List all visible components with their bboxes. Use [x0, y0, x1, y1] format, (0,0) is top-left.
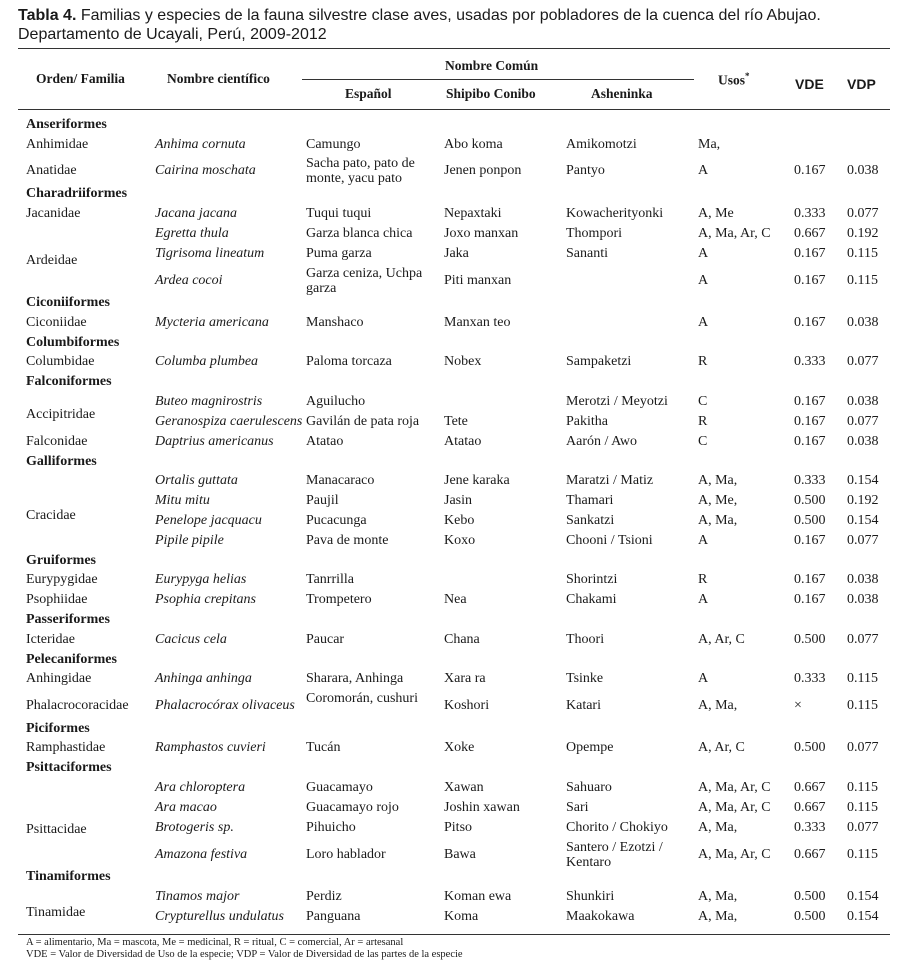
uses-cell: A, Ma, Ar, C	[698, 225, 771, 241]
asheninka-name-cell: Thamari	[566, 493, 614, 509]
uses-cell: A, Ma,	[698, 473, 738, 489]
vde-cell: 0.167	[794, 272, 826, 288]
header-espanol: Español	[345, 86, 392, 101]
table-row	[0, 909, 919, 929]
vdp-cell: 0.192	[847, 493, 879, 509]
scientific-name-cell: Amazona festiva	[155, 846, 248, 862]
family-ardeidae: Ardeidae	[26, 253, 78, 268]
order-name: Pelecaniformes	[26, 651, 117, 667]
shipibo-name-cell: Jaka	[444, 245, 469, 261]
table-row	[0, 226, 919, 246]
header-nombre-cientifico: Nombre científico	[167, 71, 270, 86]
asheninka-name-cell: Maakokawa	[566, 908, 635, 924]
asheninka-name-cell: Sananti	[566, 245, 608, 261]
table-row	[0, 592, 919, 612]
asheninka-name-cell: Merotzi / Meyotzi	[566, 393, 668, 409]
shipibo-name-cell: Chana	[444, 631, 480, 647]
uses-cell: A, Ma,	[698, 908, 738, 924]
order-row	[0, 553, 919, 573]
header-usos-label: Usos	[718, 72, 746, 88]
vdp-cell: 0.077	[847, 413, 879, 429]
table-row	[0, 414, 919, 434]
scientific-name-cell: Tigrisoma lineatum	[155, 245, 265, 261]
order-row	[0, 869, 919, 889]
scientific-name-cell: Mitu mitu	[155, 493, 210, 509]
uses-cell: Ma,	[698, 136, 721, 152]
asheninka-name-cell: Sari	[566, 799, 589, 815]
asheninka-name-cell: Sankatzi	[566, 512, 615, 528]
spanish-name-cell: Camungo	[306, 136, 361, 152]
vde-cell: 0.167	[794, 245, 826, 261]
uses-cell: A	[698, 163, 709, 179]
spanish-name-cell: Paucar	[306, 631, 345, 647]
order-name: Psittaciformes	[26, 760, 112, 776]
scientific-name-cell: Tinamos major	[155, 889, 240, 905]
shipibo-name-cell: Koma	[444, 908, 479, 924]
vde-cell: 0.333	[794, 473, 826, 489]
spanish-name-cell: Garza blanca chica	[306, 225, 413, 241]
vdp-cell: 0.115	[847, 698, 878, 714]
table-row	[0, 137, 919, 157]
scientific-name-cell: Egretta thula	[155, 225, 229, 241]
spanish-name-cell: Puma garza	[306, 245, 372, 261]
family-cell: Phalacrocoracidae	[26, 698, 129, 714]
asheninka-name-cell: Thompori	[566, 225, 622, 241]
shipibo-name-cell: Koxo	[444, 532, 476, 548]
scientific-name-cell: Ardea cocoi	[155, 272, 223, 288]
header-shipibo: Shipibo Conibo	[446, 86, 536, 101]
family-cell: Anhimidae	[26, 136, 89, 152]
vdp-cell: 0.115	[847, 799, 878, 815]
scientific-name-cell: Anhima cornuta	[155, 136, 246, 152]
family-cell: Icteridae	[26, 631, 75, 647]
vde-cell: 0.167	[794, 163, 826, 179]
shipibo-name-cell: Xara ra	[444, 671, 486, 687]
vde-cell: 0.500	[794, 889, 826, 905]
spanish-name-cell: Coromorán, cushuri	[306, 691, 418, 707]
scientific-name-cell: Mycteria americana	[155, 314, 269, 330]
vdp-cell: 0.115	[847, 779, 878, 795]
vde-cell: 0.167	[794, 413, 826, 429]
order-row	[0, 721, 919, 741]
uses-cell: A	[698, 592, 709, 608]
vde-cell: 0.167	[794, 572, 826, 588]
uses-cell: A	[698, 532, 709, 548]
order-name: Falconiformes	[26, 374, 112, 390]
shipibo-name-cell: Nea	[444, 592, 467, 608]
family-cell: Ciconiidae	[26, 314, 87, 330]
shipibo-name-cell: Nobex	[444, 354, 482, 370]
vde-cell: 0.500	[794, 512, 826, 528]
family-cell: Ramphastidae	[26, 740, 106, 756]
table-row	[0, 691, 919, 721]
vdp-cell: 0.077	[847, 205, 879, 221]
vdp-cell: 0.154	[847, 889, 879, 905]
family-cell: Eurypygidae	[26, 572, 98, 588]
scientific-name-cell: Ara macao	[155, 799, 217, 815]
asheninka-name-cell: Shorintzi	[566, 572, 618, 588]
spanish-name-cell: Loro hablador	[306, 846, 386, 862]
vdp-cell: 0.077	[847, 631, 879, 647]
family-tinamidae: Tinamidae	[26, 905, 86, 920]
asheninka-name-cell: Santero / Ezotzi / Kentaro	[566, 839, 663, 870]
family-cell: Psophiidae	[26, 592, 88, 608]
uses-cell: A, Ar, C	[698, 631, 745, 647]
spanish-name-cell: Pava de monte	[306, 532, 389, 548]
order-row	[0, 335, 919, 355]
header-vde: VDE	[795, 76, 824, 92]
shipibo-name-cell: Jene karaka	[444, 473, 510, 489]
table-row	[0, 632, 919, 652]
table-row	[0, 840, 919, 870]
table-caption	[18, 6, 903, 44]
spanish-name-cell: Aguilucho	[306, 393, 366, 409]
vde-cell: 0.167	[794, 314, 826, 330]
asheninka-name-cell: Pakitha	[566, 413, 608, 429]
asheninka-name-cell: Tsinke	[566, 671, 604, 687]
uses-cell: A	[698, 314, 709, 330]
shipibo-name-cell: Joxo manxan	[444, 225, 519, 241]
scientific-name-cell: Eurypyga helias	[155, 572, 247, 588]
uses-cell: R	[698, 572, 708, 588]
vde-cell: 0.667	[794, 225, 826, 241]
scientific-name-cell: Cairina moschata	[155, 163, 256, 179]
uses-cell: A, Ma,	[698, 819, 738, 835]
spanish-name-cell: Tuqui tuqui	[306, 205, 372, 221]
spanish-name-cell: Tucán	[306, 740, 341, 756]
uses-cell: A, Me,	[698, 493, 738, 509]
vde-cell: 0.500	[794, 908, 826, 924]
table-row	[0, 513, 919, 533]
vde-cell: ×	[794, 698, 802, 714]
order-row	[0, 454, 919, 474]
shipibo-name-cell: Pitso	[444, 819, 473, 835]
spanish-name-cell: Paloma torcaza	[306, 354, 392, 370]
asheninka-name-cell: Maratzi / Matiz	[566, 473, 654, 489]
asheninka-name-cell: Chakami	[566, 592, 617, 608]
uses-cell: C	[698, 433, 708, 449]
shipibo-name-cell: Jasin	[444, 493, 472, 509]
uses-cell: C	[698, 393, 708, 409]
vdp-cell: 0.115	[847, 272, 878, 288]
table-row	[0, 156, 919, 186]
table-row	[0, 206, 919, 226]
vdp-cell: 0.154	[847, 473, 879, 489]
asheninka-name-cell: Sahuaro	[566, 779, 612, 795]
scientific-name-cell: Crypturellus undulatus	[155, 908, 284, 924]
vde-cell: 0.333	[794, 205, 826, 221]
shipibo-name-cell: Jenen ponpon	[444, 163, 522, 179]
top-rule	[18, 48, 890, 49]
header-vdp: VDP	[847, 76, 876, 92]
spanish-name-cell: Atatao	[306, 433, 344, 449]
header-bottom-rule	[18, 109, 890, 110]
bottom-rule	[18, 934, 890, 935]
vdp-cell: 0.077	[847, 740, 879, 756]
table-row	[0, 473, 919, 493]
table-row	[0, 493, 919, 513]
table-row	[0, 671, 919, 691]
asheninka-name-cell: Thoori	[566, 631, 605, 647]
vde-cell: 0.167	[794, 592, 826, 608]
asheninka-name-cell: Sampaketzi	[566, 354, 632, 370]
family-cell: Jacanidae	[26, 205, 81, 221]
table-row	[0, 315, 919, 335]
asheninka-name-cell: Opempe	[566, 740, 614, 756]
vdp-cell: 0.077	[847, 819, 879, 835]
family-cell: Columbidae	[26, 354, 95, 370]
asheninka-name-cell: Chorito / Chokiyo	[566, 819, 668, 835]
vdp-cell: 0.115	[847, 245, 878, 261]
footnote-1: A = alimentario, Ma = mascota, Me = medicinal, R = ritual, C = comercial, Ar = artesanal	[26, 937, 404, 948]
family-cell: Falconidae	[26, 433, 88, 449]
uses-cell: A, Ma, Ar, C	[698, 799, 771, 815]
vde-cell: 0.500	[794, 740, 826, 756]
uses-cell: A, Ar, C	[698, 740, 745, 756]
family-cell: Anhingidae	[26, 671, 92, 687]
vdp-cell: 0.154	[847, 908, 879, 924]
order-name: Columbiformes	[26, 334, 120, 350]
vdp-cell: 0.077	[847, 354, 879, 370]
spanish-name-cell: Manshaco	[306, 314, 364, 330]
vde-cell: 0.167	[794, 532, 826, 548]
order-name: Charadriiformes	[26, 186, 128, 202]
order-row	[0, 652, 919, 672]
table-body	[0, 117, 919, 929]
spanish-name-cell: Garza ceniza, Uchpa garza	[306, 265, 423, 296]
uses-cell: A, Me	[698, 205, 734, 221]
vdp-cell: 0.115	[847, 846, 878, 862]
vdp-cell: 0.038	[847, 314, 879, 330]
uses-cell: A	[698, 245, 709, 261]
asheninka-name-cell: Amikomotzi	[566, 136, 637, 152]
scientific-name-cell: Anhinga anhinga	[155, 671, 252, 687]
vde-cell: 0.667	[794, 799, 826, 815]
spanish-name-cell: Gavilán de pata roja	[306, 413, 420, 429]
vde-cell: 0.667	[794, 779, 826, 795]
asheninka-name-cell: Aarón / Awo	[566, 433, 638, 449]
vde-cell: 0.167	[794, 393, 826, 409]
uses-cell: A, Ma,	[698, 512, 738, 528]
uses-cell: R	[698, 354, 708, 370]
scientific-name-cell: Columba plumbea	[155, 354, 259, 370]
scientific-name-cell: Psophia crepitans	[155, 592, 256, 608]
header-orden: Orden/ Familia	[36, 71, 125, 86]
order-row	[0, 186, 919, 206]
order-row	[0, 374, 919, 394]
order-name: Gruiformes	[26, 552, 96, 568]
table-row	[0, 246, 919, 266]
header-usos	[718, 71, 750, 89]
footnote-2: VDE = Valor de Diversidad de Uso de la especie; VDP = Valor de Diversidad de las partes de la especie	[26, 949, 463, 960]
order-name: Galliformes	[26, 453, 97, 469]
vdp-cell: 0.038	[847, 592, 879, 608]
order-name: Tinamiformes	[26, 869, 111, 885]
order-row	[0, 295, 919, 315]
family-cracidae: Cracidae	[26, 508, 76, 523]
shipibo-name-cell: Xawan	[444, 779, 484, 795]
asheninka-name-cell: Katari	[566, 698, 601, 714]
vdp-cell: 0.038	[847, 433, 879, 449]
vde-cell: 0.500	[794, 631, 826, 647]
family-psittacidae: Psittacidae	[26, 822, 87, 837]
uses-cell: A, Ma,	[698, 698, 738, 714]
asheninka-name-cell: Pantyo	[566, 163, 605, 179]
table-row	[0, 780, 919, 800]
uses-cell: A	[698, 671, 709, 687]
scientific-name-cell: Penelope jacquacu	[155, 512, 262, 528]
order-row	[0, 117, 919, 137]
spanish-name-cell: Panguana	[306, 908, 361, 924]
table-row	[0, 820, 919, 840]
header-subrule	[302, 79, 694, 80]
shipibo-name-cell: Piti manxan	[444, 272, 512, 288]
header-asheninka: Asheninka	[591, 86, 653, 101]
table-row	[0, 434, 919, 454]
table-row	[0, 266, 919, 296]
shipibo-name-cell: Abo koma	[444, 136, 503, 152]
scientific-name-cell: Phalacrocórax olivaceus	[155, 698, 295, 714]
scientific-name-cell: Daptrius americanus	[155, 433, 274, 449]
shipibo-name-cell: Joshin xawan	[444, 799, 520, 815]
family-accipitridae: Accipitridae	[26, 407, 96, 422]
shipibo-name-cell: Nepaxtaki	[444, 205, 502, 221]
caption-label: Tabla 4.	[18, 7, 77, 24]
scientific-name-cell: Ara chloroptera	[155, 779, 246, 795]
uses-cell: A	[698, 272, 709, 288]
vdp-cell: 0.038	[847, 163, 879, 179]
spanish-name-cell: Guacamayo	[306, 779, 373, 795]
table-row	[0, 533, 919, 553]
spanish-name-cell: Sacha pato, pato de monte, yacu pato	[306, 156, 415, 187]
vdp-cell: 0.038	[847, 393, 879, 409]
shipibo-name-cell: Koman ewa	[444, 889, 512, 905]
order-name: Passeriformes	[26, 612, 110, 628]
vdp-cell: 0.038	[847, 572, 879, 588]
asheninka-name-cell: Chooni / Tsioni	[566, 532, 653, 548]
spanish-name-cell: Pucacunga	[306, 512, 367, 528]
order-name: Ciconiiformes	[26, 295, 110, 311]
vde-cell: 0.500	[794, 493, 826, 509]
order-row	[0, 760, 919, 780]
vde-cell: 0.667	[794, 846, 826, 862]
scientific-name-cell: Buteo magnirostris	[155, 393, 263, 409]
vde-cell: 0.333	[794, 671, 826, 687]
scientific-name-cell: Geranospiza caerulescens	[155, 413, 303, 429]
vdp-cell: 0.077	[847, 532, 879, 548]
shipibo-name-cell: Xoke	[444, 740, 475, 756]
table-row	[0, 889, 919, 909]
asheninka-name-cell: Kowacherityonki	[566, 205, 664, 221]
order-row	[0, 612, 919, 632]
asheninka-name-cell: Shunkiri	[566, 889, 615, 905]
header-usos-mark: *	[745, 71, 750, 81]
scientific-name-cell: Jacana jacana	[155, 205, 238, 221]
spanish-name-cell: Paujil	[306, 493, 339, 509]
shipibo-name-cell: Manxan teo	[444, 314, 511, 330]
shipibo-name-cell: Atatao	[444, 433, 482, 449]
uses-cell: R	[698, 413, 708, 429]
scientific-name-cell: Ortalis guttata	[155, 473, 238, 489]
order-name: Anseriformes	[26, 117, 107, 132]
scientific-name-cell: Ramphastos cuvieri	[155, 740, 266, 756]
vdp-cell: 0.192	[847, 225, 879, 241]
family-cell: Anatidae	[26, 163, 77, 179]
scientific-name-cell: Pipile pipile	[155, 532, 224, 548]
shipibo-name-cell: Koshori	[444, 698, 490, 714]
vde-cell: 0.333	[794, 819, 826, 835]
scientific-name-cell: Cacicus cela	[155, 631, 227, 647]
table-row	[0, 572, 919, 592]
uses-cell: A, Ma, Ar, C	[698, 779, 771, 795]
order-name: Piciformes	[26, 720, 90, 736]
vde-cell: 0.333	[794, 354, 826, 370]
shipibo-name-cell: Kebo	[444, 512, 475, 528]
table-row	[0, 800, 919, 820]
spanish-name-cell: Perdiz	[306, 889, 342, 905]
table-row	[0, 354, 919, 374]
spanish-name-cell: Pihuicho	[306, 819, 356, 835]
spanish-name-cell: Manacaraco	[306, 473, 375, 489]
shipibo-name-cell: Bawa	[444, 846, 476, 862]
spanish-name-cell: Tanrrilla	[306, 572, 354, 588]
table-row	[0, 740, 919, 760]
spanish-name-cell: Sharara, Anhinga	[306, 671, 404, 687]
vdp-cell: 0.154	[847, 512, 879, 528]
header-nombre-comun: Nombre Común	[445, 58, 539, 73]
vdp-cell: 0.115	[847, 671, 878, 687]
spanish-name-cell: Trompetero	[306, 592, 372, 608]
caption-text: Familias y especies de la fauna silvestre clase aves, usadas por pobladores de la cuenca del río Abujao. Departamento de Ucayali, Perú, 2009-2012	[18, 7, 821, 43]
scientific-name-cell: Brotogeris sp.	[155, 819, 234, 835]
spanish-name-cell: Guacamayo rojo	[306, 799, 399, 815]
uses-cell: A, Ma,	[698, 889, 738, 905]
uses-cell: A, Ma, Ar, C	[698, 846, 771, 862]
vde-cell: 0.167	[794, 433, 826, 449]
shipibo-name-cell: Tete	[444, 413, 468, 429]
table-row	[0, 394, 919, 414]
